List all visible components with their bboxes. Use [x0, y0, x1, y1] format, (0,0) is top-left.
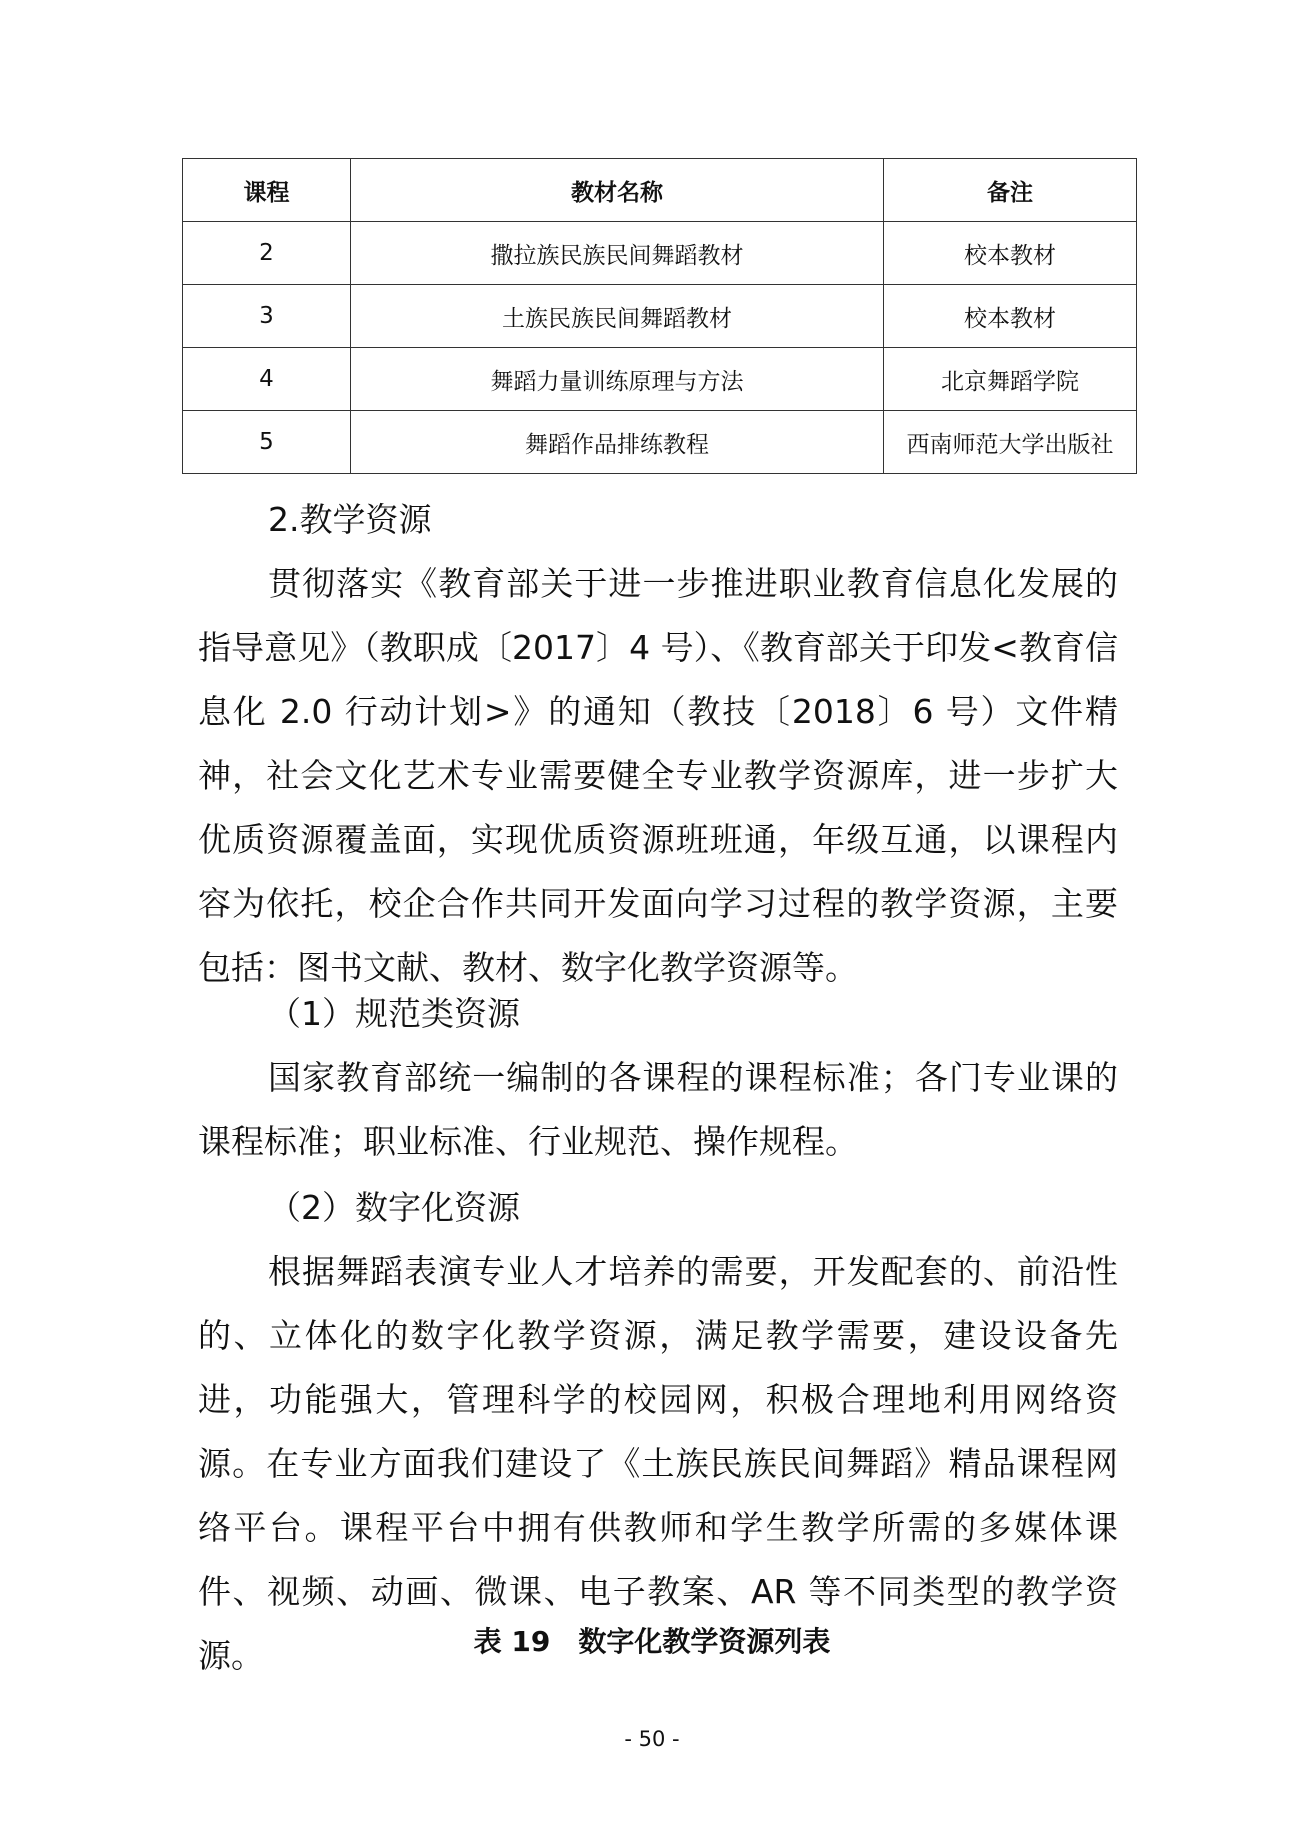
digital-paragraph: 根据舞蹈表演专业人才培养的需要，开发配套的、前沿性的、立体化的数字化教学资源，满足教学需要，建设设备先进，功能强大，管理科学的校园网，积极合理地利用网络资源。在专业方面我们建设了《土族民族民间舞蹈》精品课程网络平台。课程平台中拥有供教师和学生教学所需的多媒体课件、视频、动画、微课、电子教案、AR 等不同类型的教学资源。 — [198, 1252, 1118, 1675]
cell-course: 2 — [183, 222, 351, 285]
intro-paragraph: 贯彻落实《教育部关于进一步推进职业教育信息化发展的指导意见》（教职成〔2017〕4 号）、《教育部关于印发<教育信息化 2.0 行动计划>》的通知（教技〔2018〕6 号）文件精神，社会文化艺术专业需要健全专业教学资源库，进一步扩大优质资源覆盖面，实现优质资源班班通，年级互通，以课程内容为依托，校企合作共同开发面向学习过程的教学资源，主要包括：图书文献、教材、数字化教学资源等。 — [198, 564, 1118, 987]
section-heading: 2.教学资源 — [268, 500, 432, 539]
cell-note: 西南师范大学出版社 — [884, 411, 1137, 474]
page-number: - 50 - — [624, 1727, 680, 1751]
header-note: 备注 — [884, 159, 1137, 222]
table-row — [183, 285, 1137, 348]
cell-textbook-name: 舞蹈作品排练教程 — [351, 411, 884, 474]
standards-paragraph: 国家教育部统一编制的各课程的课程标准；各门专业课的课程标准；职业标准、行业规范、操作规程。 — [198, 1058, 1118, 1161]
cell-course: 4 — [183, 348, 351, 411]
cell-course: 5 — [183, 411, 351, 474]
cell-textbook-name: 撒拉族民族民间舞蹈教材 — [351, 222, 884, 285]
cell-textbook-name: 土族民族民间舞蹈教材 — [351, 285, 884, 348]
cell-note: 校本教材 — [884, 222, 1137, 285]
table-row — [183, 411, 1137, 474]
header-textbook-name: 教材名称 — [351, 159, 884, 222]
table-header-row — [183, 159, 1137, 222]
subsection-heading-standards: （1）规范类资源 — [268, 994, 520, 1033]
cell-note: 北京舞蹈学院 — [884, 348, 1137, 411]
header-course: 课程 — [183, 159, 351, 222]
cell-note: 校本教材 — [884, 285, 1137, 348]
table-row — [183, 222, 1137, 285]
subsection-heading-digital: （2）数字化资源 — [268, 1188, 520, 1227]
cell-textbook-name: 舞蹈力量训练原理与方法 — [351, 348, 884, 411]
table-caption: 表 19 数字化教学资源列表 — [473, 1625, 831, 1658]
textbook-table — [182, 158, 1137, 474]
table-row — [183, 348, 1137, 411]
cell-course: 3 — [183, 285, 351, 348]
